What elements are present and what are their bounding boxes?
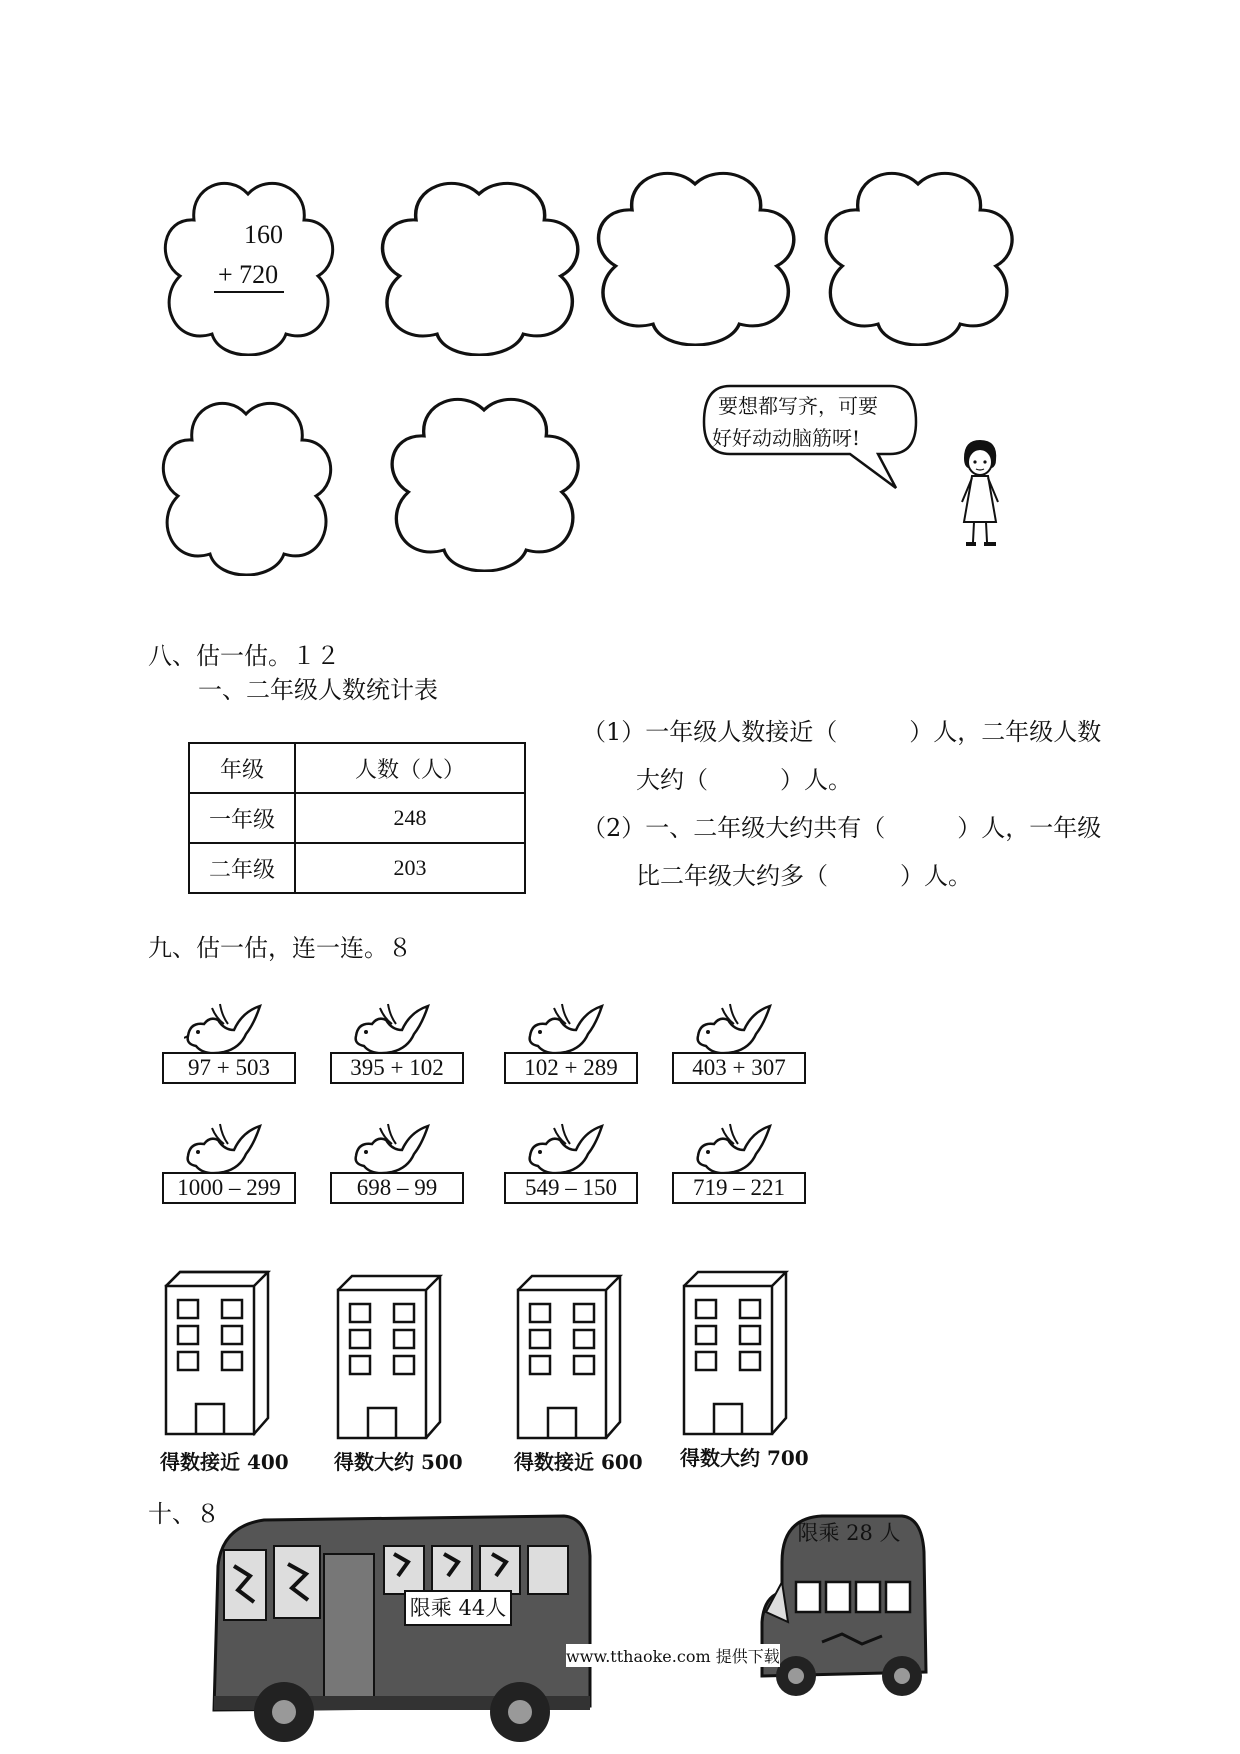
flower-shape-3: [590, 166, 800, 346]
expression-box: 698 – 99: [330, 1172, 464, 1204]
speech-bubble-line-1: 要想都写齐，可要: [718, 394, 878, 418]
table-title: 一、二年级人数统计表: [198, 676, 438, 704]
building-label: 得数大约 500: [334, 1450, 463, 1474]
flower-shape-4: [818, 166, 1018, 346]
grade-stats-table: [188, 742, 526, 894]
building-icon: [680, 1268, 790, 1442]
question-2-line-1: （2）一、二年级大约共有（ ）人，一年级: [582, 814, 1102, 842]
table-cell: 248: [295, 793, 525, 843]
section-10-heading: 十、８: [148, 1500, 220, 1528]
building-label: 得数大约 700: [680, 1446, 809, 1470]
expression-box: 102 + 289: [504, 1052, 638, 1084]
expression-box: 403 + 307: [672, 1052, 806, 1084]
question-1-line-1: （1）一年级人数接近（ ）人，二年级人数: [582, 718, 1102, 746]
building-label: 得数接近 600: [514, 1450, 643, 1474]
flower-addend-2: + 720: [218, 260, 279, 289]
table-cell: 203: [295, 843, 525, 893]
table-header-cell: 人数（人）: [295, 743, 525, 793]
section-9-heading: 九、估一估，连一连。８: [148, 934, 412, 962]
building-label: 得数接近 400: [160, 1450, 289, 1474]
question-1-line-2: 大约（ ）人。: [636, 766, 852, 794]
addition-underline: [214, 291, 284, 293]
building-icon: [334, 1272, 444, 1446]
table-header-row: [189, 743, 525, 793]
table-cell: 二年级: [189, 843, 295, 893]
expression-box: 1000 – 299: [162, 1172, 296, 1204]
flower-shape-2: [374, 176, 584, 356]
table-row: [189, 793, 525, 843]
building-icon: [514, 1272, 624, 1446]
bus-illustration: [204, 1506, 596, 1752]
van-capacity-sign: 限乘 28 人: [797, 1521, 901, 1545]
building-icon: [162, 1268, 272, 1442]
table-cell: 一年级: [189, 793, 295, 843]
expression-box: 719 – 221: [672, 1172, 806, 1204]
question-2-line-2: 比二年级大约多（ ）人。: [636, 862, 972, 890]
flower-shape-5: [156, 396, 336, 576]
section-8-heading: 八、估一估。１２: [148, 642, 340, 670]
flower-shape-6: [384, 392, 584, 572]
speech-bubble-line-2: 好好动动脑筋呀!: [712, 426, 861, 450]
expression-box: 97 + 503: [162, 1052, 296, 1084]
expression-box: 395 + 102: [330, 1052, 464, 1084]
bus-capacity-sign: 限乘 44人: [404, 1590, 512, 1626]
footer-source-text: www.tthaoke.com 提供下载: [566, 1644, 780, 1667]
girl-illustration: [950, 436, 1010, 560]
flower-addend-1: 160: [244, 220, 283, 249]
table-header-cell: 年级: [189, 743, 295, 793]
table-row: [189, 843, 525, 893]
expression-box: 549 – 150: [504, 1172, 638, 1204]
